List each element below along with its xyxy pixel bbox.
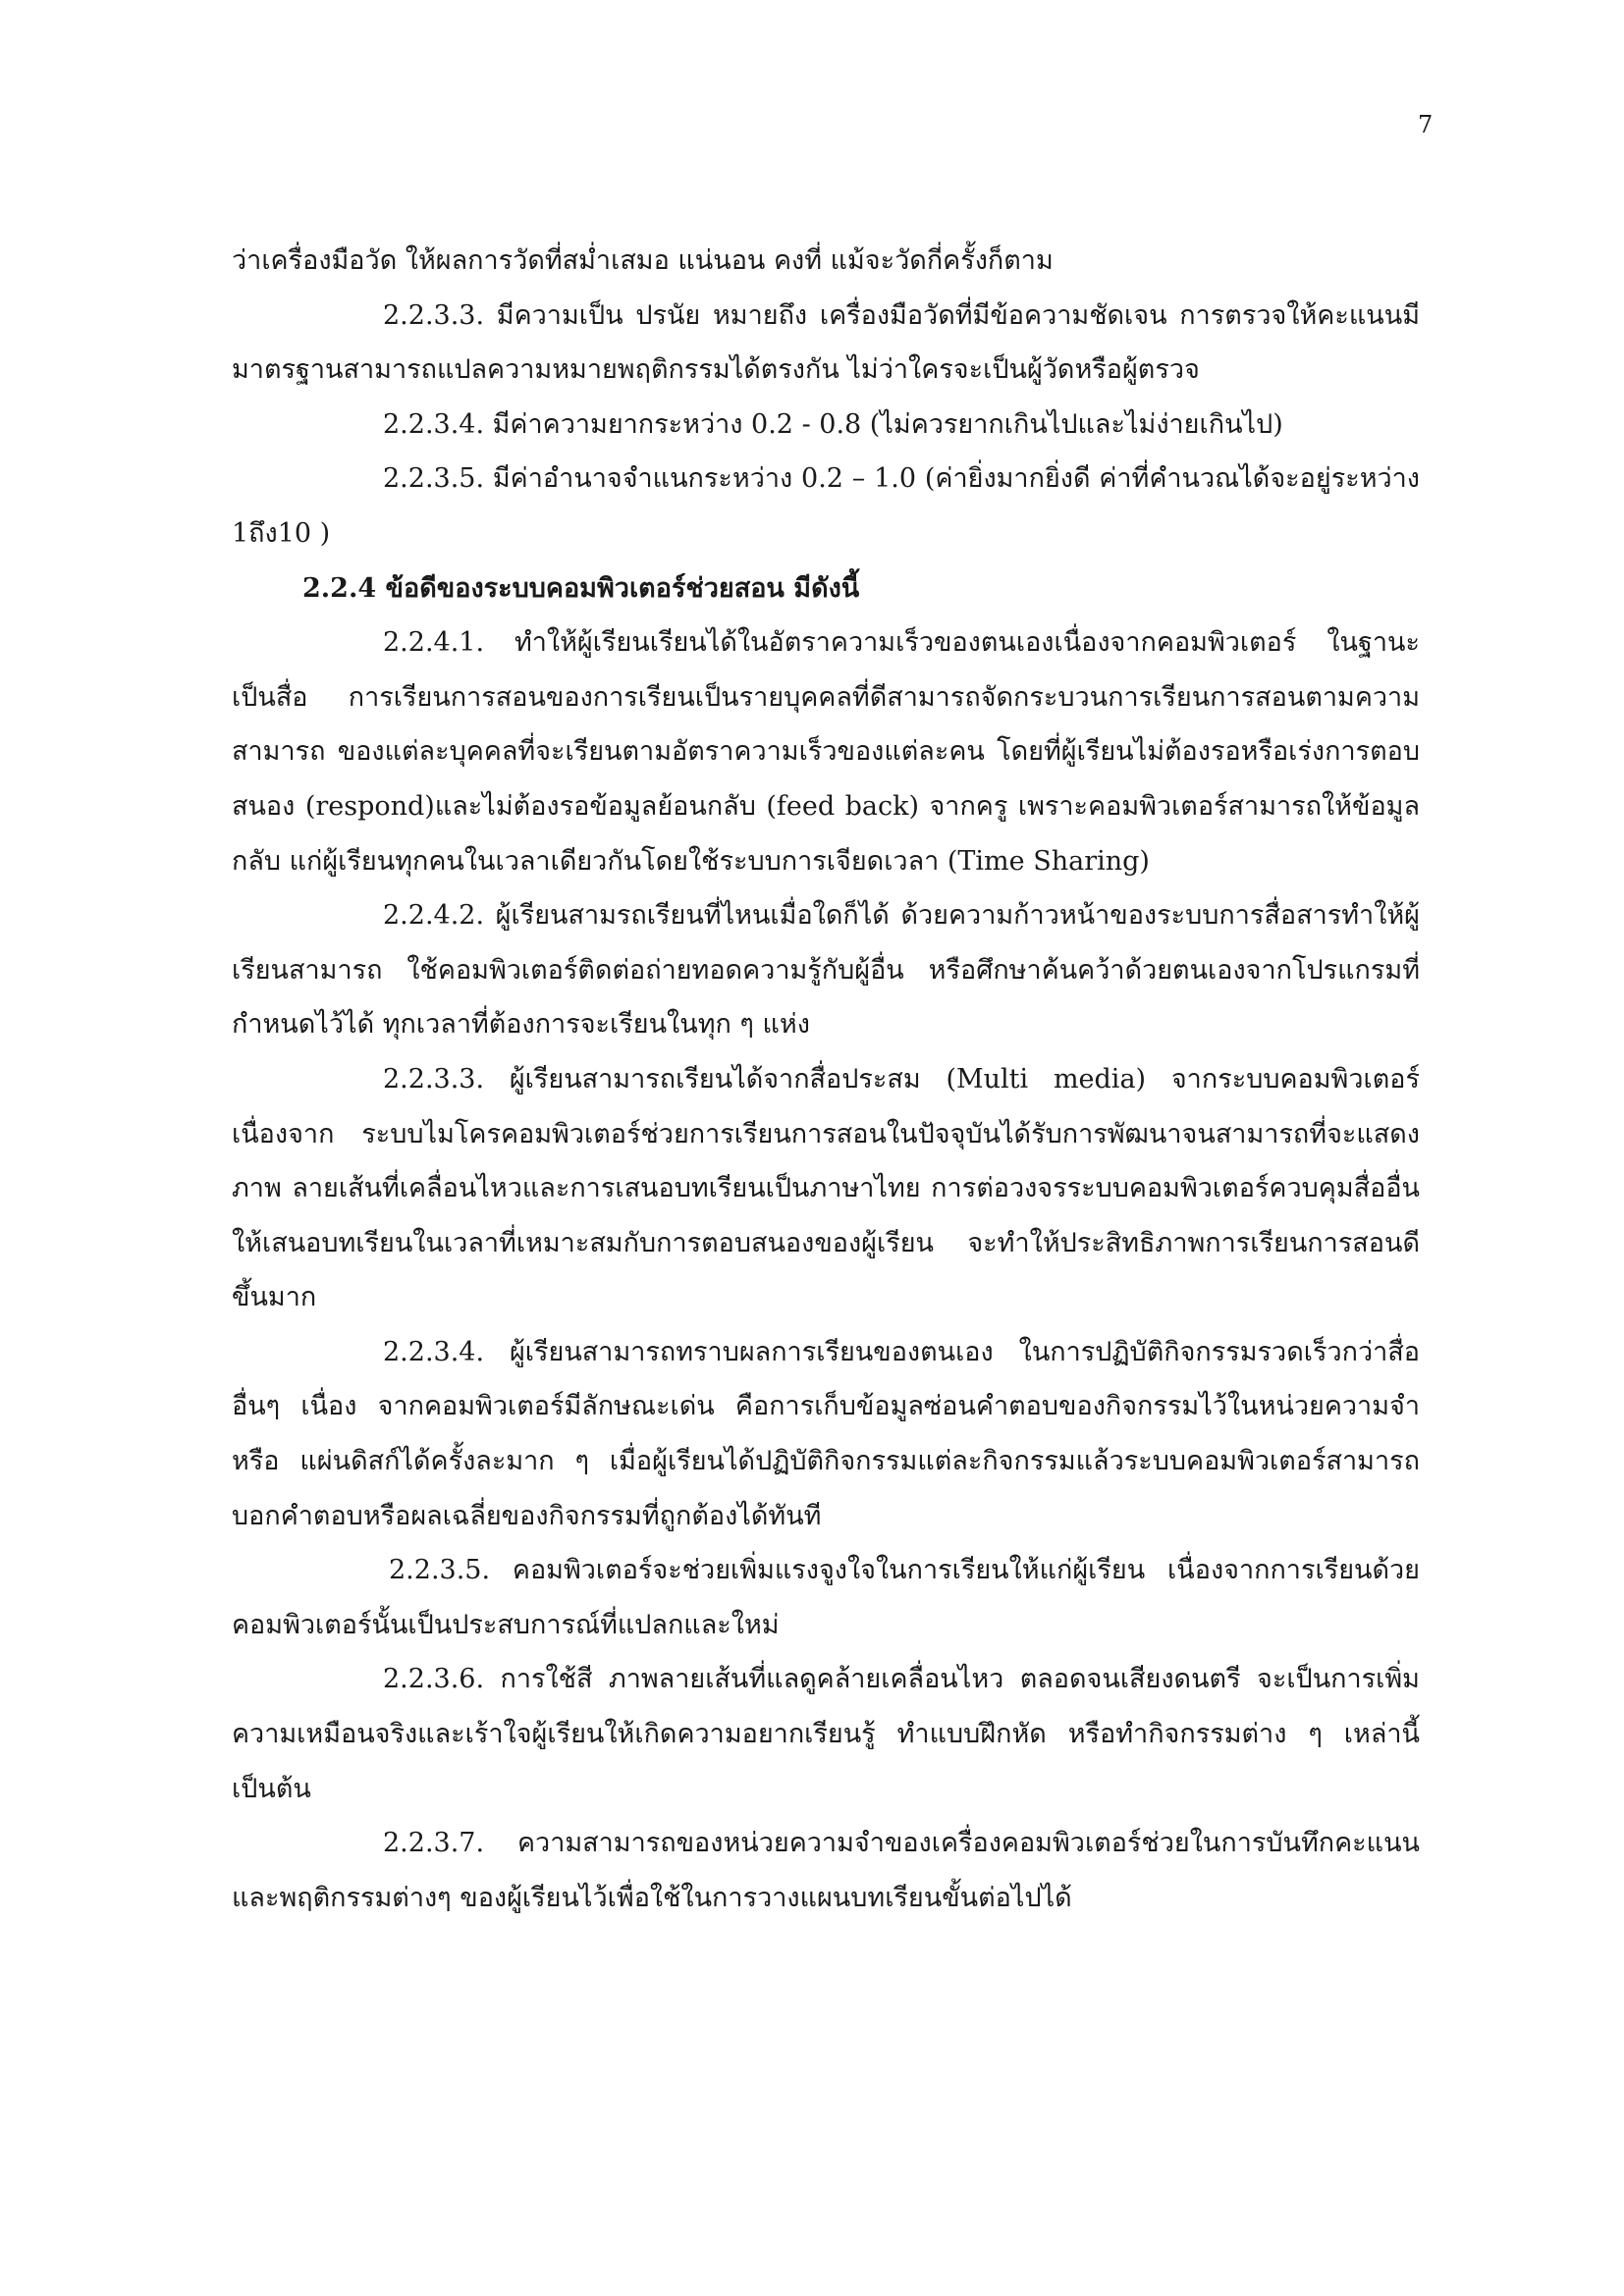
page-number: 7 [1418, 111, 1434, 138]
body-text [232, 234, 1420, 1925]
section-heading-2-2-4: 2.2.4 ข้อดีของระบบคอมพิวเตอร์ช่วยสอน มีดังนี้ [302, 572, 860, 604]
paragraph-2-2-3-5-b: 2.2.3.5. คอมพิวเตอร์จะช่วยเพิ่มแรงจูงใจในการเรียนให้แก่ผู้เรียน เนื่องจากการเรียนด้วยคอมพิวเตอร์นั้นเป็นประสบการณ์ที่แปลกและใหม่ [232, 1555, 1420, 1640]
paragraph-2-2-3-6: 2.2.3.6. การใช้สี ภาพลายเส้นที่แลดูคล้ายเคลื่อนไหว ตลอดจนเสียงดนตรี จะเป็นการเพิ่มความเหมือนจริงและเร้าใจผู้เรียนให้เกิดความอยากเรียนรู้ ทำแบบฝึกหัด หรือทำกิจกรรมต่าง ๆ เหล่านี้ เป็นต้น [232, 1664, 1420, 1804]
paragraph-2-2-3-3: 2.2.3.3. มีความเป็น ปรนัย หมายถึง เครื่องมือวัดที่มีข้อความชัดเจน การตรวจให้คะแนนมีมาตรฐานสามารถแปลความหมายพฤติกรรมได้ตรงกัน ไม่ว่าใครจะเป็นผู้วัดหรือผู้ตรวจ [232, 299, 1420, 386]
paragraph-continuation: ว่าเครื่องมือวัด ให้ผลการวัดที่สม่ำเสมอ แน่นอน คงที่ แม้จะวัดกี่ครั้งก็ตาม [232, 245, 1054, 276]
paragraph-2-2-4-1: 2.2.4.1. ทำให้ผู้เรียนเรียนได้ในอัตราความเร็วของตนเองเนื่องจากคอมพิวเตอร์ ในฐานะเป็นสื่อ การเรียนการสอนของการเรียนเป็นรายบุคคลที่ดีสามารถจัดกระบวนการเรียนการสอนตามความสามารถ ของแต่ละบุคคลที่จะเรียนตามอัตราความเร็วของแต่ละคน โดยที่ผู้เรียนไม่ต้องรอหรือเร่งการตอบสนอง (respond)และไม่ต้องรอข้อมูลย้อนกลับ (feed back) จากครู เพราะคอมพิวเตอร์สามารถให้ข้อมูลกลับ แก่ผู้เรียนทุกคนในเวลาเดียวกันโดยใช้ระบบการเจียดเวลา (Time Sharing) [232, 627, 1420, 877]
paragraph-2-2-3-7: 2.2.3.7. ความสามารถของหน่วยความจำของเครื่องคอมพิวเตอร์ช่วยในการบันทึกคะแนนและพฤติกรรมต่างๆ ของผู้เรียนไว้เพื่อใช้ในการวางแผนบทเรียนขั้นต่อไปได้ [232, 1828, 1420, 1913]
paragraph-2-2-3-5: 2.2.3.5. มีค่าอำนาจจำแนกระหว่าง 0.2 – 1.0 (ค่ายิ่งมากยิ่งดี ค่าที่คำนวณได้จะอยู่ระหว่าง 1ถึง10 ) [232, 463, 1420, 549]
paragraph-2-2-3-3-b: 2.2.3.3. ผู้เรียนสามารถเรียนได้จากสื่อประสม (Multi media) จากระบบคอมพิวเตอร์ เนื่องจาก ระบบไมโครคอมพิวเตอร์ช่วยการเรียนการสอนในปัจจุบันได้รับการพัฒนาจนสามารถที่จะแสดงภาพ ลายเส้นที่เคลื่อนไหวและการเสนอบทเรียนเป็นภาษาไทย การต่อวงจรระบบคอมพิวเตอร์ควบคุมสื่ออื่น ให้เสนอบทเรียนในเวลาที่เหมาะสมกับการตอบสนองของผู้เรียน จะทำให้ประสิทธิภาพการเรียนการสอนดีขึ้นมาก [232, 1063, 1420, 1313]
paragraph-2-2-3-4-b: 2.2.3.4. ผู้เรียนสามารถทราบผลการเรียนของตนเอง ในการปฏิบัติกิจกรรมรวดเร็วกว่าสื่ออื่นๆ เนื่อง จากคอมพิวเตอร์มีลักษณะเด่น คือการเก็บข้อมูลซ่อนคำตอบของกิจกรรมไว้ในหน่วยความจำ หรือ แผ่นดิสก์ได้ครั้งละมาก ๆ เมื่อผู้เรียนได้ปฏิบัติกิจกรรมแต่ละกิจกรรมแล้วระบบคอมพิวเตอร์สามารถบอกคำตอบหรือผลเฉลี่ยของกิจกรรมที่ถูกต้องได้ทันที [232, 1336, 1420, 1531]
paragraph-2-2-3-4: 2.2.3.4. มีค่าความยากระหว่าง 0.2 - 0.8 (ไม่ควรยากเกินไปและไม่ง่ายเกินไป) [383, 408, 1283, 440]
paragraph-2-2-4-2: 2.2.4.2. ผู้เรียนสามรถเรียนที่ไหนเมื่อใดก็ได้ ด้วยความก้าวหน้าของระบบการสื่อสารทำให้ผู้เรียนสามารถ ใช้คอมพิวเตอร์ติดต่อถ่ายทอดความรู้กับผู้อื่น หรือศึกษาค้นคว้าด้วยตนเองจากโปรแกรมที่กำหนดไว้ได้ ทุกเวลาที่ต้องการจะเรียนในทุก ๆ แห่ง [232, 900, 1420, 1041]
